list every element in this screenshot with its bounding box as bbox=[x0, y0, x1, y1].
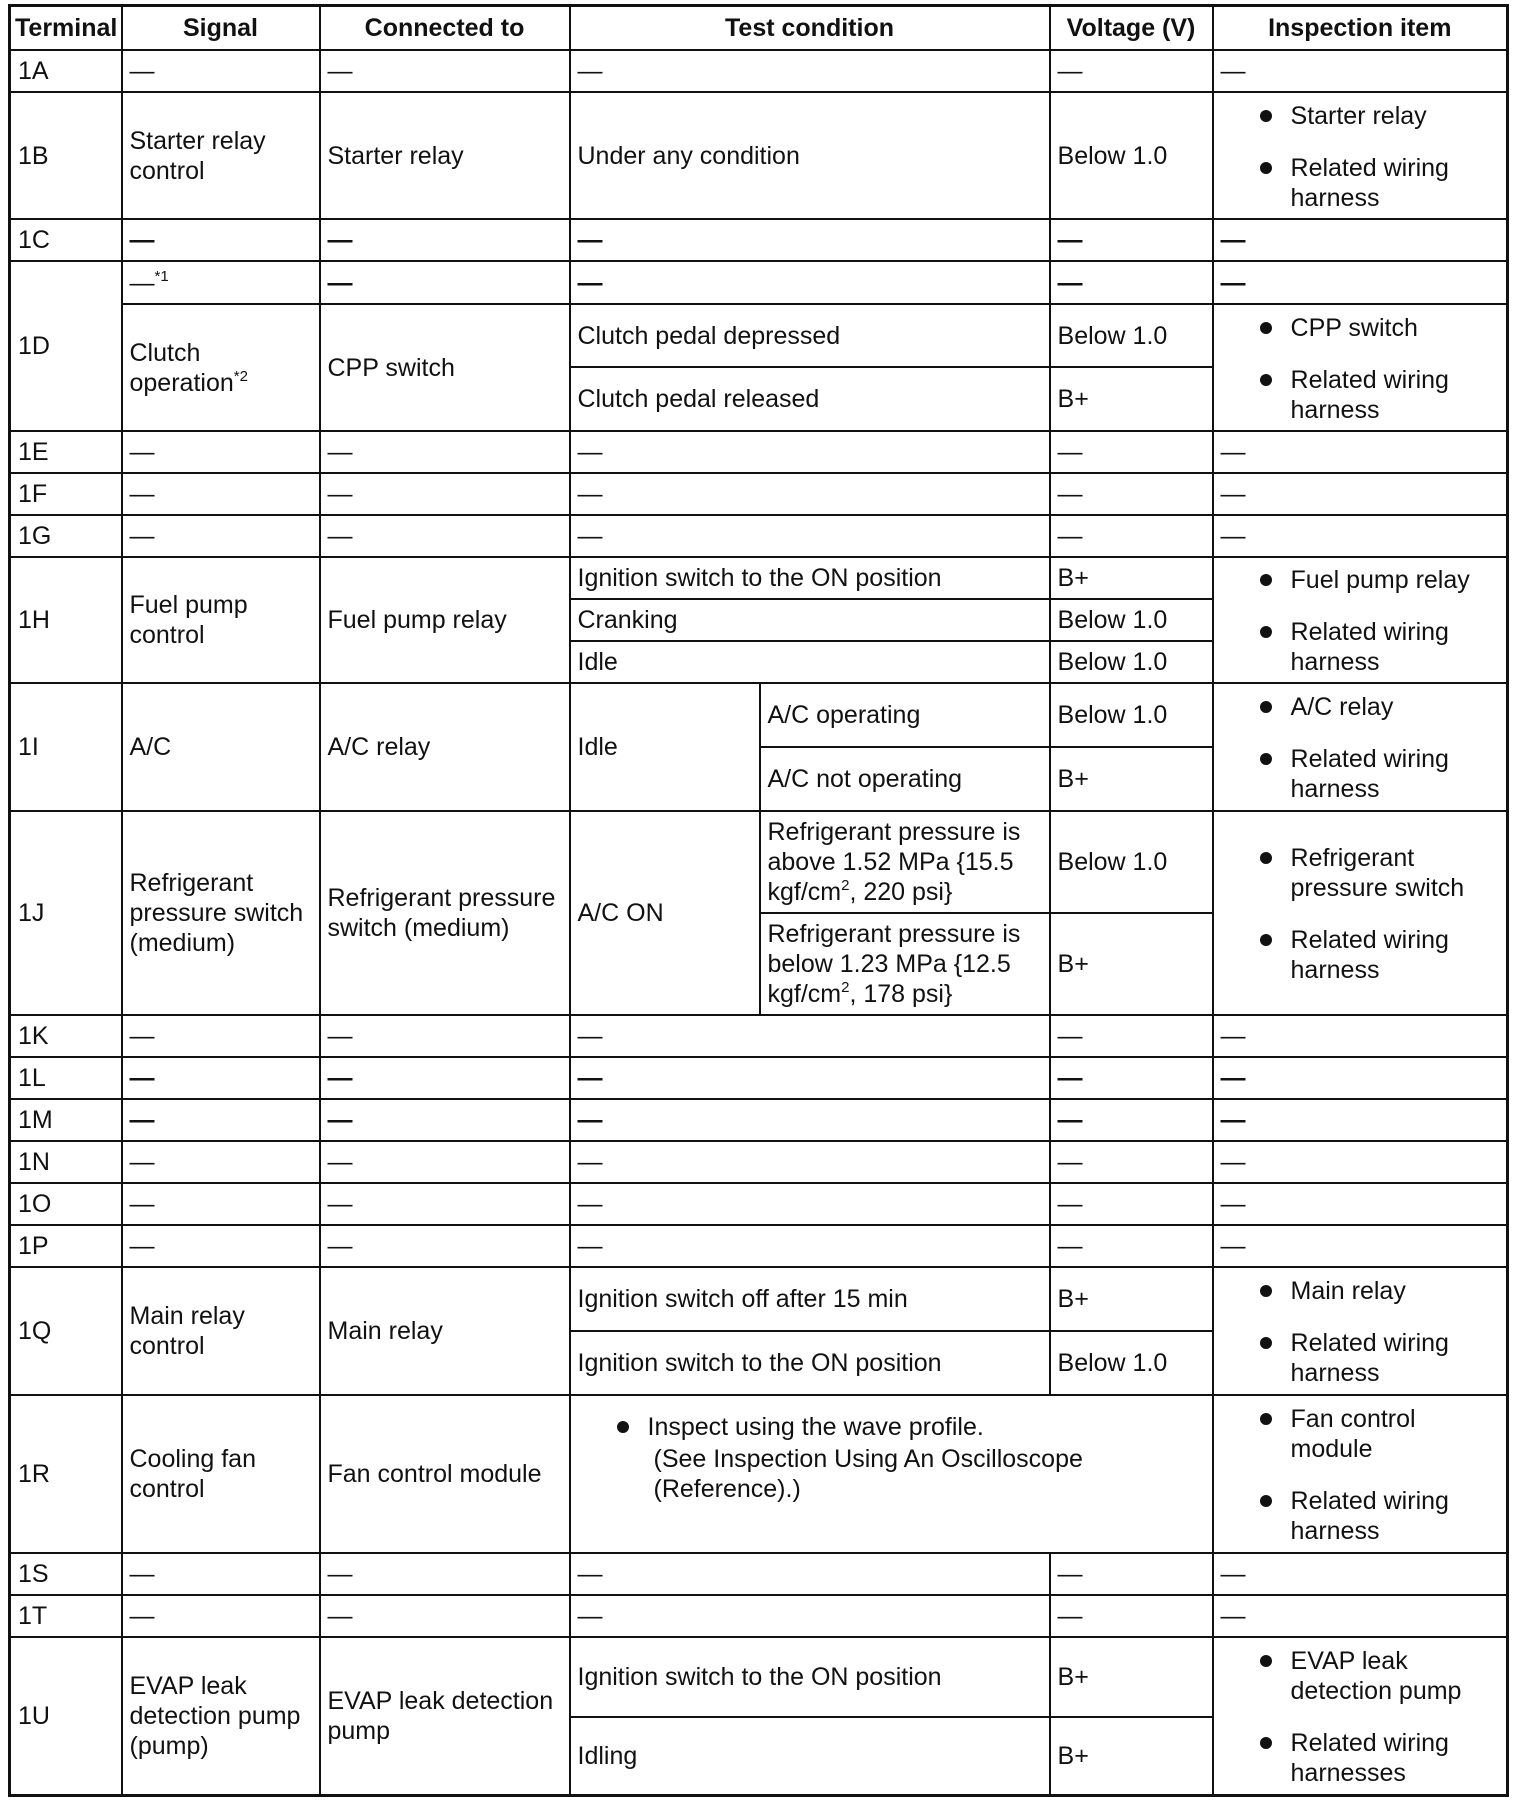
terminal-cell: 1F bbox=[10, 473, 122, 515]
inspection-cell: — bbox=[1213, 1141, 1508, 1183]
terminal-cell: 1R bbox=[10, 1395, 122, 1553]
connected-to-cell: — bbox=[320, 431, 570, 473]
wave-profile-cell bbox=[570, 1395, 1213, 1553]
header-voltage: Voltage (V) bbox=[1050, 6, 1213, 51]
header-test-condition: Test condition bbox=[570, 6, 1050, 51]
terminal-cell: 1Q bbox=[10, 1267, 122, 1395]
table-row bbox=[10, 473, 1508, 515]
terminal-cell: 1N bbox=[10, 1141, 122, 1183]
table-row bbox=[10, 431, 1508, 473]
inspection-cell: — bbox=[1213, 1595, 1508, 1637]
voltage-cell: — bbox=[1050, 1225, 1213, 1267]
signal-cell: Fuel pump control bbox=[122, 557, 320, 683]
table-row bbox=[10, 1225, 1508, 1267]
connected-to-cell: — bbox=[320, 1141, 570, 1183]
inspection-cell: — bbox=[1213, 219, 1508, 261]
header-terminal: Terminal bbox=[10, 6, 122, 51]
voltage-cell: Below 1.0 bbox=[1050, 683, 1213, 747]
connected-to-cell: — bbox=[320, 1595, 570, 1637]
connected-to-cell: — bbox=[320, 1183, 570, 1225]
voltage-cell: — bbox=[1050, 1183, 1213, 1225]
header-connected-to: Connected to bbox=[320, 6, 570, 51]
terminal-cell: 1J bbox=[10, 811, 122, 1015]
connected-to-cell: — bbox=[320, 473, 570, 515]
voltage-cell: — bbox=[1050, 261, 1213, 304]
condition-cell: Under any condition bbox=[570, 92, 1050, 219]
footnote-marker: *2 bbox=[233, 367, 248, 385]
table-row bbox=[10, 515, 1508, 557]
condition-cell: — bbox=[570, 1225, 1050, 1267]
connected-to-cell: — bbox=[320, 1057, 570, 1099]
signal-cell: — bbox=[122, 1183, 320, 1225]
connected-to-cell: Main relay bbox=[320, 1267, 570, 1395]
subcondition-cell: A/C operating bbox=[760, 683, 1050, 747]
inspection-item: Related wiring harness bbox=[1221, 744, 1500, 804]
connected-to-cell: — bbox=[320, 1225, 570, 1267]
condition-cell: Ignition switch off after 15 min bbox=[570, 1267, 1050, 1331]
voltage-cell: B+ bbox=[1050, 1267, 1213, 1331]
voltage-cell: — bbox=[1050, 50, 1213, 92]
voltage-cell: Below 1.0 bbox=[1050, 641, 1213, 683]
inspection-cell bbox=[1213, 1267, 1508, 1395]
condition-cell: A/C ON bbox=[570, 811, 760, 1015]
voltage-cell: — bbox=[1050, 1057, 1213, 1099]
condition-cell: — bbox=[570, 473, 1050, 515]
table-row bbox=[10, 811, 1508, 913]
header-inspection-item: Inspection item bbox=[1213, 6, 1508, 51]
connected-to-cell: EVAP leak detection pump bbox=[320, 1637, 570, 1795]
terminal-cell: 1K bbox=[10, 1015, 122, 1057]
inspection-cell: — bbox=[1213, 50, 1508, 92]
connected-to-cell: Refrigerant pressure switch (medium) bbox=[320, 811, 570, 1015]
table-row bbox=[10, 92, 1508, 219]
table-row bbox=[10, 1395, 1508, 1553]
signal-cell: — bbox=[122, 50, 320, 92]
inspection-item: Related wiring harnesses bbox=[1221, 1728, 1500, 1788]
inspection-cell bbox=[1213, 811, 1508, 1015]
inspection-item: EVAP leak detection pump bbox=[1221, 1646, 1500, 1706]
inspection-cell bbox=[1213, 1395, 1508, 1553]
signal-cell: — bbox=[122, 473, 320, 515]
signal-cell: Refrigerant pressure switch (medium) bbox=[122, 811, 320, 1015]
voltage-cell: — bbox=[1050, 1553, 1213, 1595]
inspection-cell: — bbox=[1213, 1553, 1508, 1595]
signal-cell: — bbox=[122, 219, 320, 261]
voltage-cell: — bbox=[1050, 1099, 1213, 1141]
terminal-cell: 1B bbox=[10, 92, 122, 219]
wave-profile-instruction: Inspect using the wave profile. bbox=[578, 1412, 1205, 1442]
terminal-cell: 1P bbox=[10, 1225, 122, 1267]
signal-cell: Clutch operation$^{*2}$ bbox=[122, 304, 320, 431]
inspection-list bbox=[1221, 101, 1500, 213]
inspection-cell: — bbox=[1213, 431, 1508, 473]
terminal-cell: 1H bbox=[10, 557, 122, 683]
terminal-cell: 1E bbox=[10, 431, 122, 473]
voltage-cell: Below 1.0 bbox=[1050, 811, 1213, 913]
connected-to-cell: Fan control module bbox=[320, 1395, 570, 1553]
inspection-cell bbox=[1213, 683, 1508, 811]
inspection-cell: — bbox=[1213, 1225, 1508, 1267]
terminal-cell: 1L bbox=[10, 1057, 122, 1099]
inspection-item: Related wiring harness bbox=[1221, 1486, 1500, 1546]
terminal-cell: 1S bbox=[10, 1553, 122, 1595]
table-row bbox=[10, 1141, 1508, 1183]
signal-cell: — bbox=[122, 1099, 320, 1141]
inspection-cell bbox=[1213, 92, 1508, 219]
condition-cell: Idle bbox=[570, 641, 1050, 683]
table-row bbox=[10, 1595, 1508, 1637]
connected-to-cell: A/C relay bbox=[320, 683, 570, 811]
subcondition-cell: A/C not operating bbox=[760, 747, 1050, 811]
table-row bbox=[10, 1015, 1508, 1057]
signal-cell: EVAP leak detection pump (pump) bbox=[122, 1637, 320, 1795]
inspection-cell: — bbox=[1213, 261, 1508, 304]
inspection-cell bbox=[1213, 304, 1508, 431]
inspection-item: A/C relay bbox=[1221, 692, 1500, 722]
table-row bbox=[10, 557, 1508, 599]
inspection-item: Related wiring harness bbox=[1221, 617, 1500, 677]
signal-cell: — bbox=[122, 1057, 320, 1099]
signal-cell: — bbox=[122, 1553, 320, 1595]
condition-cell: Ignition switch to the ON position bbox=[570, 1331, 1050, 1395]
inspection-item: Fuel pump relay bbox=[1221, 565, 1500, 595]
voltage-cell: — bbox=[1050, 219, 1213, 261]
signal-cell: Main relay control bbox=[122, 1267, 320, 1395]
table-row bbox=[10, 1183, 1508, 1225]
terminal-voltage-table bbox=[8, 4, 1509, 1797]
signal-cell: — bbox=[122, 515, 320, 557]
signal-cell: — bbox=[122, 1015, 320, 1057]
inspection-item: Related wiring harness bbox=[1221, 1328, 1500, 1388]
table-row bbox=[10, 1637, 1508, 1717]
signal-cell: —$^{*1}$ bbox=[122, 261, 320, 304]
condition-cell: Idle bbox=[570, 683, 760, 811]
signal-cell: — bbox=[122, 1595, 320, 1637]
table-header-row bbox=[10, 6, 1508, 51]
connected-to-cell: CPP switch bbox=[320, 304, 570, 431]
table-row bbox=[10, 261, 1508, 304]
voltage-cell: — bbox=[1050, 1141, 1213, 1183]
connected-to-cell: — bbox=[320, 515, 570, 557]
voltage-cell: B+ bbox=[1050, 367, 1213, 431]
voltage-cell: Below 1.0 bbox=[1050, 304, 1213, 367]
signal-cell: A/C bbox=[122, 683, 320, 811]
inspection-cell: — bbox=[1213, 473, 1508, 515]
inspection-list bbox=[1221, 1404, 1500, 1546]
inspection-list bbox=[1221, 313, 1500, 425]
connected-to-cell: — bbox=[320, 50, 570, 92]
inspection-item: Refrigerant pressure switch bbox=[1221, 843, 1500, 903]
header-signal: Signal bbox=[122, 6, 320, 51]
inspection-list bbox=[1221, 843, 1500, 985]
condition-cell: — bbox=[570, 1141, 1050, 1183]
inspection-cell: — bbox=[1213, 1099, 1508, 1141]
terminal-cell: 1G bbox=[10, 515, 122, 557]
table-row bbox=[10, 1553, 1508, 1595]
terminal-cell: 1A bbox=[10, 50, 122, 92]
condition-cell: — bbox=[570, 50, 1050, 92]
inspection-item: Related wiring harness bbox=[1221, 925, 1500, 985]
condition-cell: — bbox=[570, 1183, 1050, 1225]
connected-to-cell: — bbox=[320, 1553, 570, 1595]
terminal-cell: 1U bbox=[10, 1637, 122, 1795]
condition-cell: — bbox=[570, 261, 1050, 304]
inspection-cell bbox=[1213, 1637, 1508, 1795]
condition-cell: Clutch pedal released bbox=[570, 367, 1050, 431]
condition-cell: — bbox=[570, 219, 1050, 261]
signal-cell: Starter relay control bbox=[122, 92, 320, 219]
inspection-list bbox=[1221, 1276, 1500, 1388]
condition-cell: Clutch pedal depressed bbox=[570, 304, 1050, 367]
voltage-cell: Below 1.0 bbox=[1050, 1331, 1213, 1395]
connected-to-cell: Starter relay bbox=[320, 92, 570, 219]
signal-cell: — bbox=[122, 431, 320, 473]
terminal-cell: 1T bbox=[10, 1595, 122, 1637]
signal-cell: — bbox=[122, 1225, 320, 1267]
condition-cell: — bbox=[570, 431, 1050, 473]
condition-cell: Cranking bbox=[570, 599, 1050, 641]
terminal-cell: 1M bbox=[10, 1099, 122, 1141]
signal-cell: Cooling fan control bbox=[122, 1395, 320, 1553]
connected-to-cell: — bbox=[320, 219, 570, 261]
voltage-cell: — bbox=[1050, 1015, 1213, 1057]
voltage-cell: B+ bbox=[1050, 913, 1213, 1015]
inspection-item: CPP switch bbox=[1221, 313, 1500, 343]
inspection-cell bbox=[1213, 557, 1508, 683]
voltage-cell: Below 1.0 bbox=[1050, 92, 1213, 219]
footnote-marker: *1 bbox=[154, 267, 169, 285]
inspection-cell: — bbox=[1213, 515, 1508, 557]
voltage-cell: — bbox=[1050, 515, 1213, 557]
inspection-item: Starter relay bbox=[1221, 101, 1500, 131]
inspection-list bbox=[1221, 692, 1500, 804]
terminal-cell: 1C bbox=[10, 219, 122, 261]
connected-to-cell: — bbox=[320, 1015, 570, 1057]
connected-to-cell: — bbox=[320, 261, 570, 304]
subcondition-cell: Refrigerant pressure is above 1.52 MPa {15.5 kgf/$cm^2$, 220 psi} bbox=[760, 811, 1050, 913]
voltage-cell: B+ bbox=[1050, 1637, 1213, 1717]
voltage-cell: B+ bbox=[1050, 747, 1213, 811]
connected-to-cell: — bbox=[320, 1099, 570, 1141]
voltage-cell: B+ bbox=[1050, 557, 1213, 599]
voltage-cell: — bbox=[1050, 1595, 1213, 1637]
inspection-item: Main relay bbox=[1221, 1276, 1500, 1306]
condition-cell: — bbox=[570, 1057, 1050, 1099]
terminal-cell: 1D bbox=[10, 261, 122, 431]
table-row bbox=[10, 1267, 1508, 1331]
table-row bbox=[10, 1099, 1508, 1141]
terminal-cell: 1O bbox=[10, 1183, 122, 1225]
inspection-list bbox=[1221, 1646, 1500, 1788]
terminal-spec-sheet bbox=[8, 4, 1506, 1804]
condition-cell: Idling bbox=[570, 1717, 1050, 1795]
inspection-cell: — bbox=[1213, 1183, 1508, 1225]
table-row bbox=[10, 1057, 1508, 1099]
signal-cell: — bbox=[122, 1141, 320, 1183]
table-row bbox=[10, 219, 1508, 261]
condition-cell: — bbox=[570, 1015, 1050, 1057]
voltage-cell: — bbox=[1050, 431, 1213, 473]
condition-cell: Ignition switch to the ON position bbox=[570, 1637, 1050, 1717]
inspection-item: Related wiring harness bbox=[1221, 153, 1500, 213]
condition-cell: — bbox=[570, 1595, 1050, 1637]
condition-cell: — bbox=[570, 1099, 1050, 1141]
voltage-cell: Below 1.0 bbox=[1050, 599, 1213, 641]
condition-cell: Ignition switch to the ON position bbox=[570, 557, 1050, 599]
inspection-item: Fan control module bbox=[1221, 1404, 1500, 1464]
inspection-cell: — bbox=[1213, 1015, 1508, 1057]
table-row bbox=[10, 304, 1508, 367]
condition-cell: — bbox=[570, 515, 1050, 557]
condition-cell: — bbox=[570, 1553, 1050, 1595]
wave-profile-list bbox=[578, 1412, 1205, 1442]
voltage-cell: — bbox=[1050, 473, 1213, 515]
terminal-cell: 1I bbox=[10, 683, 122, 811]
connected-to-cell: Fuel pump relay bbox=[320, 557, 570, 683]
oscilloscope-reference-link[interactable]: (See Inspection Using An Oscilloscope (Reference).) bbox=[653, 1445, 1083, 1503]
inspection-cell: — bbox=[1213, 1057, 1508, 1099]
voltage-cell: B+ bbox=[1050, 1717, 1213, 1795]
subcondition-cell: Refrigerant pressure is below 1.23 MPa {12.5 kgf/$cm^2$, 178 psi} bbox=[760, 913, 1050, 1015]
inspection-item: Related wiring harness bbox=[1221, 365, 1500, 425]
inspection-list bbox=[1221, 565, 1500, 677]
table-row bbox=[10, 683, 1508, 747]
table-row bbox=[10, 50, 1508, 92]
